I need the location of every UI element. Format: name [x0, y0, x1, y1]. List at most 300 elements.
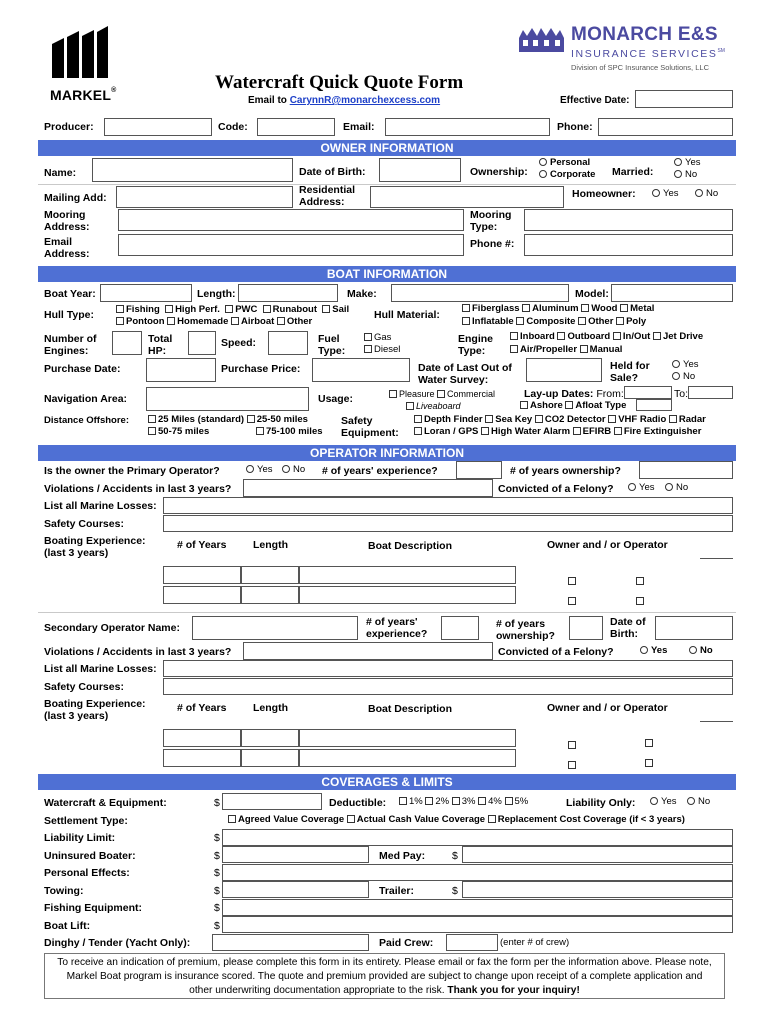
secondary-name-label: Secondary Operator Name:	[44, 622, 180, 634]
fuel-diesel[interactable]	[364, 344, 400, 356]
primary-yes-text: Yes	[257, 464, 273, 475]
layup-from-input[interactable]	[624, 386, 672, 399]
ded-5[interactable]	[505, 796, 529, 807]
hull-pontoon-text: Pontoon	[126, 316, 165, 327]
dist-25-checkbox-icon[interactable]	[148, 415, 156, 423]
years-own-input[interactable]	[639, 461, 733, 479]
sec-exp1-operator-checkbox[interactable]	[645, 733, 655, 751]
last-survey-label: Date of Last Out of Water Survey:	[418, 362, 512, 386]
pontoon-checkbox-icon[interactable]	[116, 317, 124, 325]
layup-dates	[524, 388, 624, 400]
married-no-text: No	[685, 169, 698, 180]
liability-only-no[interactable]	[687, 796, 710, 808]
ownership-corporate[interactable]	[539, 169, 595, 181]
usage-row1	[389, 388, 495, 400]
sec-violations-input[interactable]	[243, 642, 493, 660]
mat-inflatable[interactable]	[462, 316, 514, 327]
monarch-sub: INSURANCE SERVICES	[571, 48, 718, 60]
held-no-radio-icon[interactable]	[672, 372, 680, 380]
felony-no-radio-icon[interactable]	[665, 483, 673, 491]
dist-75-100-checkbox-icon[interactable]	[256, 427, 264, 435]
owner-dob-input[interactable]	[379, 158, 461, 182]
owner-checkbox-icon[interactable]	[568, 741, 576, 749]
hull-homemade[interactable]	[167, 316, 228, 327]
mat-metal-text: Metal	[630, 303, 655, 314]
sec-felony-no-radio-icon[interactable]	[689, 646, 697, 654]
felony-label: Convicted of a Felony?	[498, 483, 614, 495]
sec-years-exp-label: # of years' experience?	[366, 616, 428, 640]
ded-4-text: 4%	[488, 796, 502, 807]
hull-high-perf[interactable]	[165, 304, 220, 315]
mat-poly[interactable]	[616, 316, 646, 327]
mat-poly-text: Poly	[626, 316, 647, 327]
held-no-text: No	[683, 371, 696, 382]
layup-options	[520, 400, 626, 412]
homeowner-yes-radio-icon[interactable]	[652, 189, 660, 197]
divider	[700, 721, 733, 722]
held-no[interactable]	[672, 371, 695, 383]
safety-seakey[interactable]	[485, 414, 532, 425]
radar-checkbox-icon[interactable]	[669, 415, 677, 423]
speed-input[interactable]	[268, 331, 308, 355]
sec-years-exp-input[interactable]	[441, 616, 479, 640]
fuel-type-label: Fuel Type:	[318, 333, 346, 357]
safety-efirb[interactable]	[573, 426, 612, 437]
ded-3-checkbox-icon[interactable]	[452, 797, 460, 805]
towing-input[interactable]	[222, 881, 369, 898]
hull-material-row2	[462, 316, 646, 328]
hull-type-options-row2	[116, 316, 312, 328]
safety-fire[interactable]	[614, 426, 702, 437]
exp1-years-input[interactable]	[163, 566, 241, 584]
primary-no-text: No	[293, 464, 306, 475]
sec-exp1-owner-checkbox[interactable]	[568, 735, 578, 753]
hull-airboat-text: Airboat	[241, 316, 275, 327]
boat-section-header: BOAT INFORMATION	[38, 266, 736, 282]
eng-jet-text: Jet Drive	[662, 331, 704, 342]
owner-checkbox-icon[interactable]	[568, 761, 576, 769]
exp2-years-input[interactable]	[163, 586, 241, 604]
monarch-name: MONARCH E&S	[571, 24, 718, 45]
sec-courses-label: Safety Courses:	[44, 681, 124, 693]
residential-address-input[interactable]	[370, 186, 564, 208]
purchase-date-label: Purchase Date:	[44, 363, 121, 375]
exp1-length-input[interactable]	[241, 566, 299, 584]
sec-courses-input[interactable]	[163, 678, 733, 695]
ded-2-text: 2%	[435, 796, 450, 807]
engine-type-row2	[510, 344, 622, 356]
metal-checkbox-icon[interactable]	[620, 304, 628, 312]
sec-exp2-length-input[interactable]	[241, 749, 299, 767]
ded-5-checkbox-icon[interactable]	[505, 797, 513, 805]
sec-dob-input[interactable]	[655, 616, 733, 640]
sec-exp1-desc-input[interactable]	[299, 729, 516, 747]
exp2-length-input[interactable]	[241, 586, 299, 604]
owner-checkbox-icon[interactable]	[568, 597, 576, 605]
sec-felony-no[interactable]	[689, 645, 713, 657]
dist-50-75-checkbox-icon[interactable]	[148, 427, 156, 435]
uninsured-label: Uninsured Boater:	[44, 850, 136, 862]
hull-other-text: Other	[286, 316, 313, 327]
efirb-checkbox-icon[interactable]	[573, 427, 581, 435]
hull-runabout[interactable]	[263, 304, 317, 315]
safety-co2-text: CO2 Detector	[544, 414, 606, 425]
divider	[38, 612, 736, 613]
hull-homemade-text: Homemade	[177, 316, 229, 327]
fishing-label: Fishing Equipment:	[44, 902, 142, 914]
set-replacement[interactable]	[488, 814, 685, 825]
settlement-label: Settlement Type:	[44, 815, 128, 827]
owner-email-input[interactable]	[118, 234, 464, 256]
airboat-checkbox-icon[interactable]	[231, 317, 239, 325]
felony-yes-radio-icon[interactable]	[628, 483, 636, 491]
contact-email-link[interactable]: CarynnR@monarchexcess.com	[289, 95, 441, 106]
mat-composite[interactable]	[516, 316, 575, 327]
med-pay-input[interactable]	[462, 846, 733, 863]
dollar-sign: $	[214, 867, 220, 879]
hull-other[interactable]	[277, 316, 312, 327]
safety-hwa-text: High Water Alarm	[491, 426, 571, 437]
homeowner-no-radio-icon[interactable]	[695, 189, 703, 197]
usage-pleasure-text: Pleasure	[399, 389, 435, 399]
boat-year-input[interactable]	[100, 284, 192, 302]
last-survey-input[interactable]	[526, 358, 602, 382]
mat-wood[interactable]	[581, 303, 617, 314]
boat-make-input[interactable]	[391, 284, 569, 302]
fire-ext-checkbox-icon[interactable]	[614, 427, 622, 435]
liability-only-label: Liability Only:	[566, 797, 636, 809]
name-label: Name:	[44, 167, 77, 179]
eng-manual[interactable]	[580, 344, 623, 355]
safety-vhf[interactable]	[608, 414, 666, 425]
safety-depth-text: Depth Finder	[424, 414, 483, 425]
sec-exp2-years-input[interactable]	[163, 749, 241, 767]
hull-sail[interactable]	[322, 304, 349, 315]
sec-felony-label: Convicted of a Felony?	[498, 646, 614, 658]
distance-label: Distance Offshore:	[44, 415, 129, 426]
ownership-personal[interactable]	[539, 157, 590, 169]
safety-radar[interactable]	[669, 414, 706, 425]
personal-radio-icon[interactable]	[539, 158, 547, 166]
owner-phone-label: Phone #:	[470, 238, 515, 250]
poly-checkbox-icon[interactable]	[616, 317, 624, 325]
paid-crew-input[interactable]	[446, 934, 498, 951]
high-water-checkbox-icon[interactable]	[481, 427, 489, 435]
num-engines-input[interactable]	[112, 331, 142, 355]
code-label: Code:	[218, 121, 248, 133]
agreed-checkbox-icon[interactable]	[228, 815, 236, 823]
vhf-checkbox-icon[interactable]	[608, 415, 616, 423]
sec-felony-yes[interactable]	[640, 645, 667, 657]
secondary-name-input[interactable]	[192, 616, 358, 640]
afloat-checkbox-icon[interactable]	[565, 401, 573, 409]
diesel-checkbox-icon[interactable]	[364, 345, 372, 353]
held-yes-text: Yes	[683, 359, 699, 370]
losses-input[interactable]	[163, 497, 733, 514]
liability-only-yes[interactable]	[650, 796, 677, 808]
sec-exp1-years-input[interactable]	[163, 729, 241, 747]
pleasure-checkbox-icon[interactable]	[389, 390, 397, 398]
mat-other-checkbox-icon[interactable]	[578, 317, 586, 325]
ded-4[interactable]	[478, 796, 502, 807]
num-engines-label: Number of Engines:	[44, 333, 97, 357]
held-yes-radio-icon[interactable]	[672, 360, 680, 368]
loran-checkbox-icon[interactable]	[414, 427, 422, 435]
set-acv[interactable]	[347, 814, 485, 825]
safety-co2[interactable]	[535, 414, 606, 425]
operator-checkbox-icon[interactable]	[645, 759, 653, 767]
crown-icon	[519, 26, 564, 52]
sec-exp1-length-input[interactable]	[241, 729, 299, 747]
married-no[interactable]	[674, 169, 697, 181]
eng-air-text: Air/Propeller	[520, 344, 578, 355]
hull-other-checkbox-icon[interactable]	[277, 317, 285, 325]
fuel-diesel-text: Diesel	[374, 344, 401, 355]
exp2-desc-input[interactable]	[299, 586, 516, 604]
deductible-options	[399, 796, 528, 808]
inflatable-checkbox-icon[interactable]	[462, 317, 470, 325]
col-years: # of Years	[177, 539, 227, 551]
courses-label: Safety Courses:	[44, 518, 124, 530]
sec-losses-input[interactable]	[163, 660, 733, 677]
equipment-input[interactable]	[222, 793, 322, 810]
operator-checkbox-icon[interactable]	[636, 577, 644, 585]
hull-sail-text: Sail	[332, 304, 350, 315]
primary-yes-radio-icon[interactable]	[246, 465, 254, 473]
high-perf-checkbox-icon[interactable]	[165, 305, 173, 313]
held-yes[interactable]	[672, 359, 699, 371]
boat-length-input[interactable]	[238, 284, 338, 302]
dollar-sign: $	[452, 885, 458, 897]
air-propeller-checkbox-icon[interactable]	[510, 345, 518, 353]
depth-finder-checkbox-icon[interactable]	[414, 415, 422, 423]
total-hp-input[interactable]	[188, 331, 216, 355]
married-yes-radio-icon[interactable]	[674, 158, 682, 166]
sec-col-years: # of Years	[177, 702, 227, 714]
layup-ashore[interactable]	[520, 400, 563, 411]
personal-effects-input[interactable]	[222, 864, 733, 881]
mat-metal[interactable]	[620, 303, 654, 314]
inout-checkbox-icon[interactable]	[613, 332, 621, 340]
eng-air[interactable]	[510, 344, 577, 355]
safety-seakey-text: Sea Key	[495, 414, 533, 425]
ded-2-checkbox-icon[interactable]	[425, 797, 433, 805]
sec-exp2-owner-checkbox[interactable]	[568, 755, 578, 773]
replacement-checkbox-icon[interactable]	[488, 815, 496, 823]
manual-checkbox-icon[interactable]	[580, 345, 588, 353]
years-exp-label: # of years' experience?	[322, 465, 438, 477]
eng-inout[interactable]	[613, 331, 650, 342]
sec-exp2-desc-input[interactable]	[299, 749, 516, 767]
dist-75-100[interactable]	[256, 426, 323, 438]
purchase-price-input[interactable]	[312, 358, 410, 382]
ded-3-text: 3%	[461, 796, 476, 807]
acv-checkbox-icon[interactable]	[347, 815, 355, 823]
dist-25-50[interactable]	[247, 414, 308, 425]
felony-no-text: No	[676, 482, 689, 493]
composite-checkbox-icon[interactable]	[516, 317, 524, 325]
primary-yes[interactable]	[246, 464, 273, 476]
eng-outboard[interactable]	[557, 331, 610, 342]
owner-phone-input[interactable]	[524, 234, 733, 256]
jet-checkbox-icon[interactable]	[653, 332, 661, 340]
sec-years-own-input[interactable]	[569, 616, 603, 640]
liveaboard-checkbox-icon[interactable]	[406, 402, 414, 410]
liability-limit-input[interactable]	[222, 829, 733, 846]
footer-thanks: Thank you for your inquiry!	[447, 985, 580, 996]
mat-fiberglass-text: Fiberglass	[472, 303, 520, 314]
liability-yes-radio-icon[interactable]	[650, 797, 658, 805]
mooring-type-input[interactable]	[524, 209, 733, 231]
sec-losses-label: List all Marine Losses:	[44, 663, 157, 675]
producer-email-input[interactable]	[385, 118, 550, 136]
boat-lift-input[interactable]	[222, 916, 733, 933]
dollar-sign: $	[214, 797, 220, 809]
owner-checkbox-icon[interactable]	[568, 577, 576, 585]
exp2-operator-checkbox[interactable]	[636, 591, 646, 609]
usage-commercial[interactable]	[437, 389, 495, 399]
engine-type-row1	[510, 331, 703, 343]
years-exp-input[interactable]	[456, 461, 502, 479]
corporate-radio-icon[interactable]	[539, 170, 547, 178]
ded-1-checkbox-icon[interactable]	[399, 797, 407, 805]
primary-no[interactable]	[282, 464, 305, 476]
sec-felony-yes-radio-icon[interactable]	[640, 646, 648, 654]
uninsured-input[interactable]	[222, 846, 369, 863]
ded-1[interactable]	[399, 796, 423, 807]
corporate-text: Corporate	[550, 169, 596, 180]
married-yes[interactable]	[674, 157, 701, 169]
model-label: Model:	[575, 288, 609, 300]
fishing-equipment-input[interactable]	[222, 899, 733, 916]
married-no-radio-icon[interactable]	[674, 170, 682, 178]
col-owner: Owner and / or Operator	[547, 539, 668, 551]
owner-name-input[interactable]	[92, 158, 293, 182]
exp2-owner-checkbox[interactable]	[568, 591, 578, 609]
eng-inout-text: In/Out	[622, 331, 651, 342]
layup-to-input[interactable]	[688, 386, 733, 399]
dollar-sign: $	[214, 902, 220, 914]
producer-input[interactable]	[104, 118, 212, 136]
safety-depth[interactable]	[414, 414, 483, 425]
producer-phone-input[interactable]	[598, 118, 733, 136]
personal-text: Personal	[550, 157, 591, 168]
ashore-checkbox-icon[interactable]	[520, 401, 528, 409]
code-input[interactable]	[257, 118, 335, 136]
homemade-checkbox-icon[interactable]	[167, 317, 175, 325]
trailer-input[interactable]	[462, 881, 733, 898]
mat-aluminum[interactable]	[522, 303, 578, 314]
dist-25-50-checkbox-icon[interactable]	[247, 415, 255, 423]
primary-no-radio-icon[interactable]	[282, 465, 290, 473]
purchase-date-input[interactable]	[146, 358, 216, 382]
dinghy-input[interactable]	[212, 934, 369, 951]
violations-input[interactable]	[243, 479, 493, 497]
afloat-type-input[interactable]	[636, 399, 672, 411]
mailing-address-input[interactable]	[116, 186, 293, 208]
runabout-checkbox-icon[interactable]	[263, 305, 271, 313]
eng-manual-text: Manual	[589, 344, 623, 355]
crew-note: (enter # of crew)	[500, 937, 570, 948]
exp1-desc-input[interactable]	[299, 566, 516, 584]
mat-fiberglass[interactable]	[462, 303, 520, 314]
dist-50-75[interactable]	[148, 426, 209, 437]
outboard-checkbox-icon[interactable]	[557, 332, 565, 340]
hull-pontoon[interactable]	[116, 316, 165, 327]
set-agreed[interactable]	[228, 814, 344, 825]
dist-25[interactable]	[148, 414, 244, 425]
operator-checkbox-icon[interactable]	[645, 739, 653, 747]
hull-pwc[interactable]	[225, 304, 257, 315]
mooring-address-input[interactable]	[118, 209, 464, 231]
courses-input[interactable]	[163, 515, 733, 532]
felony-yes[interactable]	[628, 482, 655, 494]
fishing-checkbox-icon[interactable]	[116, 305, 124, 313]
footer-text: To receive an indication of premium, please complete this form in its entirety. Please email or fax the form per the information above. Please note, Markel Boat program is insurance scored. The quote and premium provided are subject to change upon receipt of a complete application and other underwriting documentation appropriate to the risk.	[57, 957, 712, 996]
monarch-subtitle	[571, 48, 725, 60]
fuel-gas[interactable]	[364, 332, 391, 344]
ded-3[interactable]	[452, 796, 476, 807]
felony-no[interactable]	[665, 482, 688, 494]
safety-vhf-text: VHF Radio	[618, 414, 667, 425]
liability-no-radio-icon[interactable]	[687, 797, 695, 805]
hull-fishing[interactable]	[116, 304, 160, 315]
boat-model-input[interactable]	[611, 284, 733, 302]
layup-afloat[interactable]	[565, 400, 626, 411]
safety-hwa[interactable]	[481, 426, 570, 437]
usage-pleasure[interactable]	[389, 389, 435, 399]
married-yes-text: Yes	[685, 157, 701, 168]
exp1-owner-checkbox[interactable]	[568, 571, 578, 589]
sec-exp2-operator-checkbox[interactable]	[645, 753, 655, 771]
commercial-checkbox-icon[interactable]	[437, 390, 445, 398]
hull-airboat[interactable]	[231, 316, 274, 327]
operator-checkbox-icon[interactable]	[636, 597, 644, 605]
pwc-checkbox-icon[interactable]	[225, 305, 233, 313]
ded-2[interactable]	[425, 796, 449, 807]
eng-jet[interactable]	[653, 331, 703, 342]
monarch-division: Division of SPC Insurance Solutions, LLC	[571, 63, 709, 72]
wood-checkbox-icon[interactable]	[581, 304, 589, 312]
mat-other[interactable]	[578, 316, 613, 327]
safety-row1	[414, 414, 706, 426]
held-for-sale-label: Held for Sale?	[610, 360, 650, 384]
fiberglass-checkbox-icon[interactable]	[462, 304, 470, 312]
monarch-logo	[519, 24, 739, 84]
homeowner-yes[interactable]	[652, 188, 679, 200]
homeowner-no[interactable]	[695, 188, 718, 200]
mooring-address-label: Mooring Address:	[44, 209, 90, 233]
inboard-checkbox-icon[interactable]	[510, 332, 518, 340]
exp1-operator-checkbox[interactable]	[636, 571, 646, 589]
nav-area-input[interactable]	[146, 387, 309, 411]
safety-loran[interactable]	[414, 426, 478, 437]
eng-inboard-text: Inboard	[520, 331, 555, 342]
eng-inboard[interactable]	[510, 331, 555, 342]
sea-key-checkbox-icon[interactable]	[485, 415, 493, 423]
dollar-sign: $	[452, 850, 458, 862]
aluminum-checkbox-icon[interactable]	[522, 304, 530, 312]
ded-4-checkbox-icon[interactable]	[478, 797, 486, 805]
sail-checkbox-icon[interactable]	[322, 305, 330, 313]
purchase-price-label: Purchase Price:	[221, 363, 301, 375]
dollar-sign: $	[214, 832, 220, 844]
usage-liveaboard[interactable]	[406, 400, 461, 412]
effective-date-input[interactable]	[635, 90, 733, 108]
markel-logo	[50, 26, 117, 103]
co2-checkbox-icon[interactable]	[535, 415, 543, 423]
gas-checkbox-icon[interactable]	[364, 333, 372, 341]
